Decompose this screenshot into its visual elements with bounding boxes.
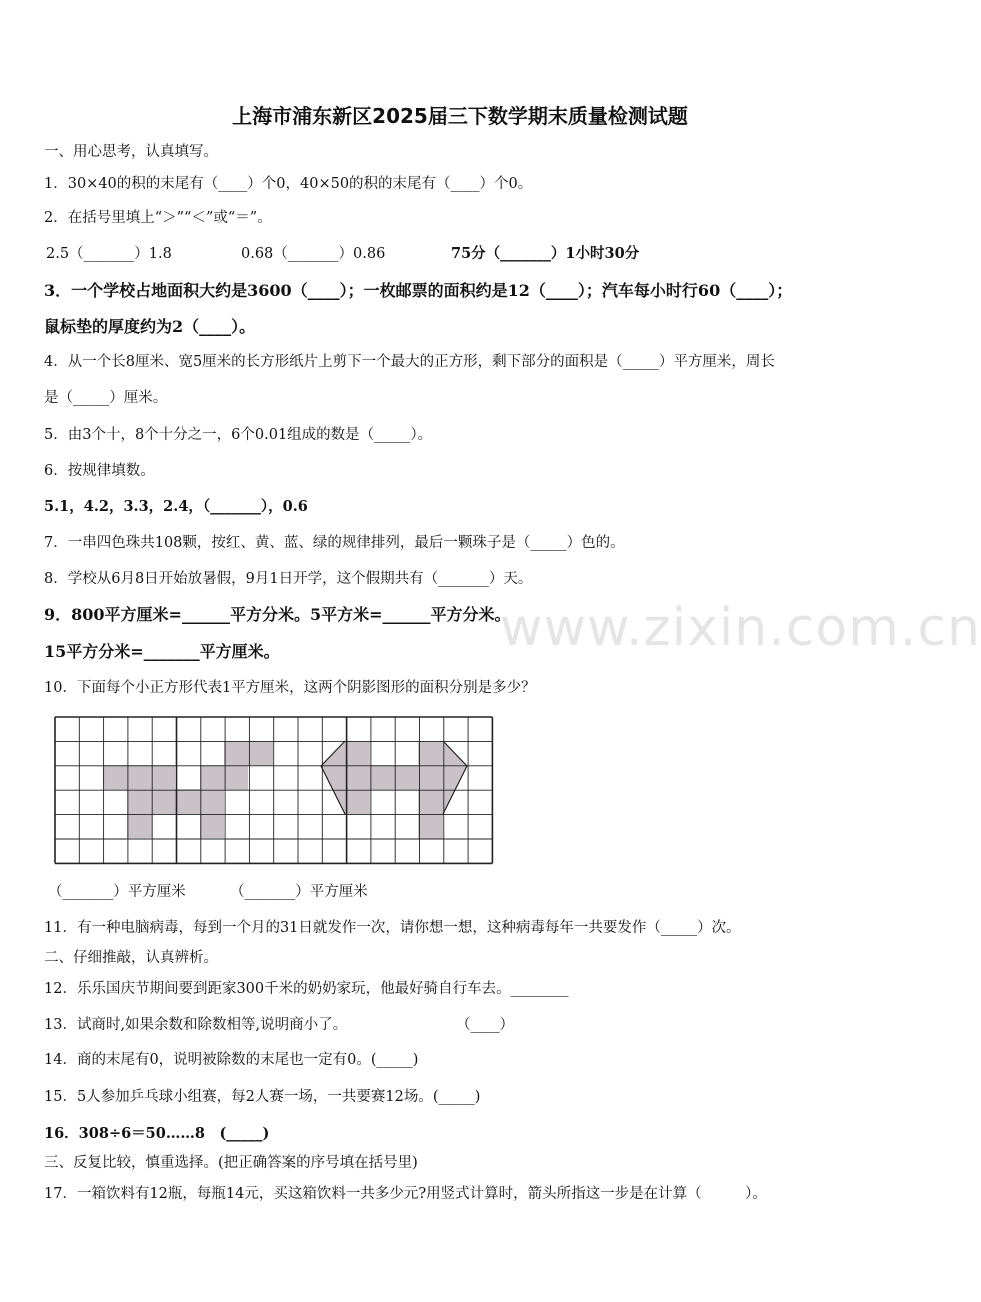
left-shape-cell-block [200, 814, 224, 838]
page-title: 上海市浦东新区2025届三下数学期末质量检测试题 [232, 104, 688, 128]
question-8: 8．学校从6月8日开始放暑假，9月1日开学，这个假期共有（_______）天。 [44, 571, 533, 587]
question-10: 10．下面每个小正方形代表1平方厘米，这两个阴影图形的面积分别是多少？ [44, 680, 536, 696]
left-shaded-shape [103, 741, 273, 838]
section-2-heading: 二、仔细推敲，认真辨析。 [44, 950, 218, 966]
question-10-answer-right: （_______）平方厘米 [230, 884, 368, 900]
left-shape-cell-block [200, 765, 248, 790]
shaded-area-grid-figure [54, 716, 496, 866]
section-3-heading: 三、反复比较，慎重选择。(把正确答案的序号填在括号里) [44, 1155, 418, 1171]
section-1-heading: 一、用心思考，认真填写。 [44, 144, 218, 160]
question-1: 1．30×40的积的末尾有（____）个0，40×50的积的末尾有（____）个0。 [44, 176, 533, 192]
question-3-line-2: 鼠标垫的厚度约为2（____）。 [44, 317, 256, 336]
question-14: 14．商的末尾有0，说明被除数的末尾也一定有0。(_____) [44, 1052, 419, 1068]
watermark: www.zixin.com.cn [500, 598, 981, 658]
question-9-line-1: 9．800平方厘米=______平方分米。5平方米=______平方分米。 [44, 605, 511, 624]
question-5: 5．由3个十，8个十分之一，6个0.01组成的数是（_____）。 [44, 427, 433, 443]
question-3-line-1: 3．一个学校占地面积大约是3600（____）；一枚邮票的面积约是12（____）；汽车每小时行60（____）； [44, 281, 793, 300]
question-10-answer-left: （_______）平方厘米 [48, 884, 186, 900]
question-2-item-a: 2.5（_______）1.8 [46, 246, 172, 262]
question-6-sequence: 5.1，4.2，3.3，2.4，（_______），0.6 [44, 498, 308, 515]
question-15: 15．5人参加乒乓球小组赛，每2人赛一场，一共要赛12场。(_____) [44, 1089, 481, 1105]
left-shape-cell-block [151, 765, 175, 790]
question-11: 11．有一种电脑病毒，每到一个月的31日就发作一次，请你想一想，这种病毒每年一共要发作（_____）次。 [44, 920, 741, 936]
right-shape-left-triangle [321, 741, 345, 814]
question-4-line-1: 4．从一个长8厘米、宽5厘米的长方形纸片上剪下一个最大的正方形，剩下部分的面积是（_____）平方厘米，周长 [44, 354, 775, 370]
question-4-line-2: 是（_____）厘米。 [44, 390, 168, 406]
question-2-item-b: 0.68（_______）0.86 [241, 246, 386, 262]
question-16: 16．308÷6＝50……8 (_____) [44, 1125, 270, 1142]
question-13: 13．试商时,如果余数和除数相等,说明商小了。 [44, 1017, 348, 1033]
left-shape-cell-block [127, 814, 152, 838]
question-17: 17．一箱饮料有12瓶，每瓶14元，买这箱饮料一共多少元?用竖式计算时，箭头所指这一步是在计算（ ）。 [44, 1186, 767, 1202]
question-9-line-2: 15平方分米=_______平方厘米。 [44, 642, 280, 661]
left-shape-cell-block [103, 765, 151, 790]
right-shape-right-triangle [443, 741, 467, 814]
grid-lines [55, 717, 492, 863]
question-12: 12．乐乐国庆节期间要到距家300千米的奶奶家玩，他最好骑自行车去。________ [44, 981, 569, 997]
right-shape-cell-block [345, 741, 370, 814]
question-2: 2．在括号里填上“＞”“＜”或“＝”。 [44, 210, 272, 226]
left-shape-cell-block [224, 741, 273, 766]
left-shape-cell-block [175, 789, 224, 814]
left-shape-cell-block [127, 789, 175, 814]
question-6: 6．按规律填数。 [44, 463, 155, 479]
question-13-blank: （____） [456, 1017, 514, 1033]
question-7: 7．一串四色珠共108颗，按红、黄、蓝、绿的规律排列，最后一颗珠子是（_____）色的。 [44, 535, 625, 551]
question-2-item-c: 75分（_______）1小时30分 [451, 245, 640, 262]
